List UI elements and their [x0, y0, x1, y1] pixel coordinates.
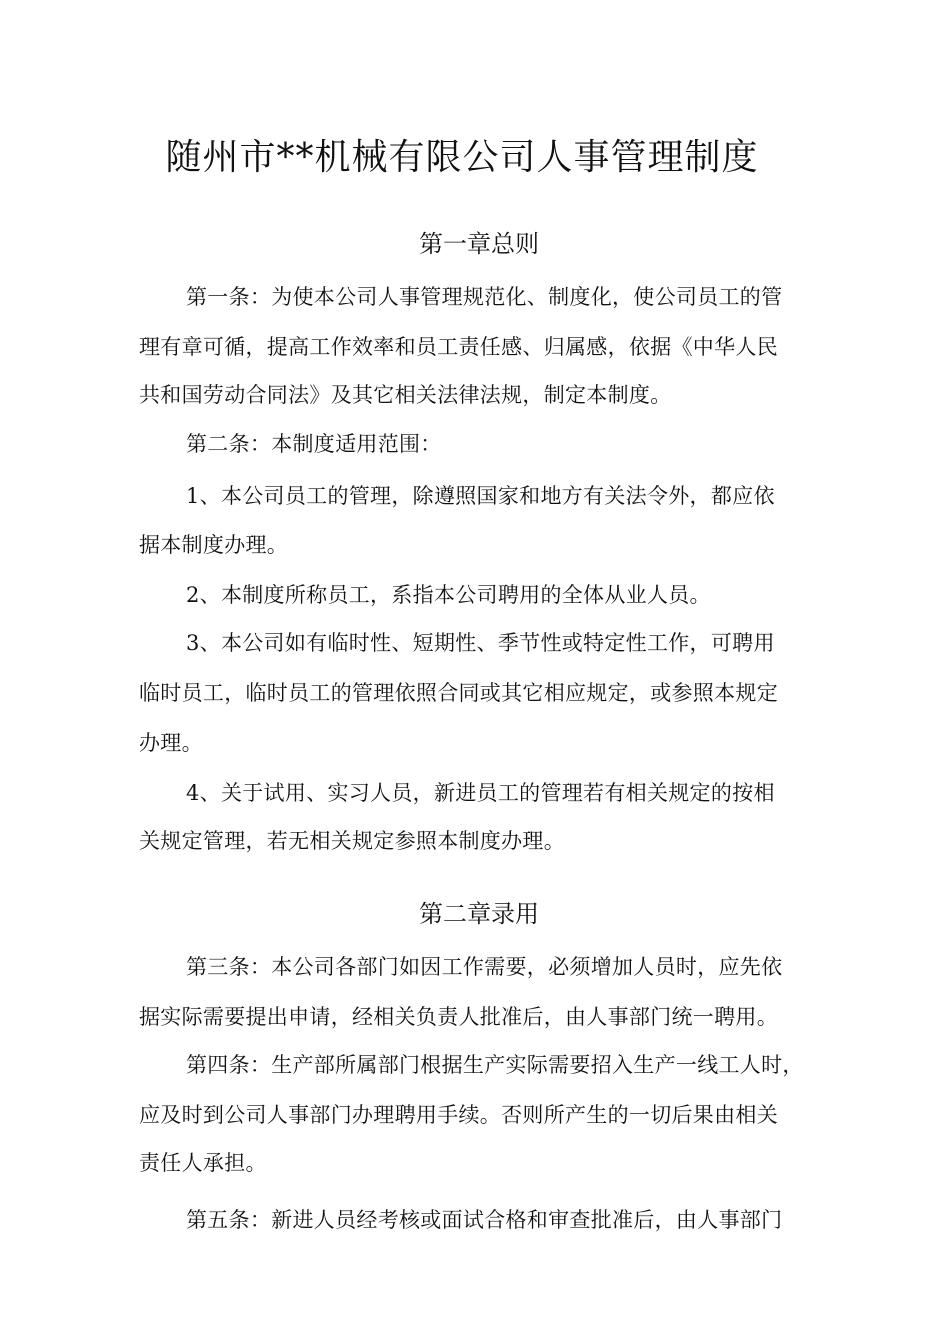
paragraph-line: 办理。: [139, 731, 203, 755]
paragraph-line: 第五条：新进人员经考核或面试合格和审查批准后，由人事部门: [186, 1208, 783, 1232]
paragraph-line: 3、本公司如有临时性、短期性、季节性或特定性工作，可聘用: [186, 631, 775, 655]
paragraph-line: 4、关于试用、实习人员，新进员工的管理若有相关规定的按相: [186, 781, 775, 805]
paragraph-line: 责任人承担。: [139, 1151, 267, 1175]
paragraph-line: 据本制度办理。: [139, 533, 289, 557]
paragraph-line: 第四条：生产部所属部门根据生产实际需要招入生产一线工人时，: [186, 1053, 804, 1077]
paragraph-line: 据实际需要提出申请，经相关负责人批准后，由人事部门统一聘用。: [139, 1005, 778, 1029]
paragraph-line: 第一条：为使本公司人事管理规范化、制度化，使公司员工的管: [186, 285, 783, 309]
paragraph-line: 关规定管理，若无相关规定参照本制度办理。: [139, 829, 565, 853]
paragraph-line: 临时员工，临时员工的管理依照合同或其它相应规定，或参照本规定: [139, 681, 778, 705]
paragraph-line: 1、本公司员工的管理，除遵照国家和地方有关法令外，都应依: [186, 484, 775, 508]
document-title: 随州市**机械有限公司人事管理制度: [165, 137, 759, 178]
paragraph-line: 共和国劳动合同法》及其它相关法律法规，制定本制度。: [139, 383, 672, 407]
paragraph-line: 第二条：本制度适用范围：: [186, 432, 442, 456]
paragraph-line: 2、本制度所称员工，系指本公司聘用的全体从业人员。: [186, 583, 711, 607]
paragraph-line: 理有章可循，提高工作效率和员工责任感、归属感，依据《中华人民: [139, 335, 778, 359]
paragraph-line: 应及时到公司人事部门办理聘用手续。否则所产生的一切后果由相关: [139, 1103, 778, 1127]
chapter-heading: 第一章总则: [419, 230, 539, 258]
paragraph-line: 第三条：本公司各部门如因工作需要，必须增加人员时，应先依: [186, 955, 783, 979]
chapter-heading: 第二章录用: [419, 900, 539, 928]
